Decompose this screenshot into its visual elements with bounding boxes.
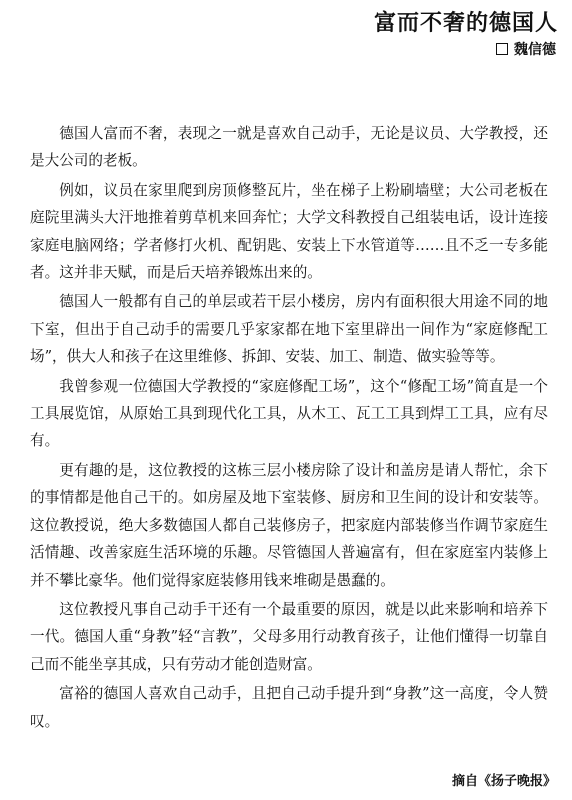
paragraph: 我曾参观一位德国大学教授的“家庭修配工场”，这个“修配工场”简直是一个工具展览馆，从原始工具到现代化工具，从木工、瓦工工具到焊工工具，应有尽有。 <box>30 377 548 450</box>
author-line <box>496 39 556 59</box>
author-name: 魏信德 <box>514 42 556 58</box>
paragraph: 富裕的德国人喜欢自己动手，且把自己动手提升到“身教”这一高度，令人赞叹。 <box>30 685 548 730</box>
article-title: 富而不奢的德国人 <box>373 11 558 36</box>
square-box-icon <box>496 43 508 55</box>
paragraph: 更有趣的是，这位教授的这栋三层小楼房除了设计和盖房是请人帮忙，余下的事情都是他自己干的。如房屋及地下室装修、厨房和卫生间的设计和安装等。这位教授说，绝大多数德国人都自己装修房子，把家庭内部装修当作调节家庭生活情趣、改善家庭生活环境的乐趣。尽管德国人普遍富有，但在家庭室内装修上并不攀比豪华。他们觉得家庭装修用钱来堆砌是愚蠢的。 <box>30 461 548 589</box>
paragraph: 德国人一般都有自己的单层或若干层小楼房，房内有面积很大用途不同的地下室，但出于自己动手的需要几乎家家都在地下室里辟出一间作为“家庭修配工场”，供大人和孩子在这里维修、拆卸、安装、加工、制造、做实验等等。 <box>30 293 548 366</box>
paragraph: 这位教授凡事自己动手干还有一个最重要的原因，就是以此来影响和培养下一代。德国人重“身教”轻“言教”，父母多用行动教育孩子，让他们懂得一切靠自己而不能坐享其成，只有劳动才能创造财富。 <box>30 600 548 673</box>
paragraph: 例如，议员在家里爬到房顶修整瓦片，坐在梯子上粉刷墙壁；大公司老板在庭院里满头大汗地推着剪草机来回奔忙；大学文科教授自己组装电话，设计连接家庭电脑网络；学者修打火机、配钥匙、安装上下水管道等……且不乏一专多能者。这并非天赋，而是后天培养锻炼出来的。 <box>30 181 548 282</box>
source-attribution: 摘自《扬子晚报》 <box>451 774 556 789</box>
article-body <box>30 120 548 737</box>
paragraph: 德国人富而不奢，表现之一就是喜欢自己动手，无论是议员、大学教授，还是大公司的老板。 <box>30 125 548 170</box>
